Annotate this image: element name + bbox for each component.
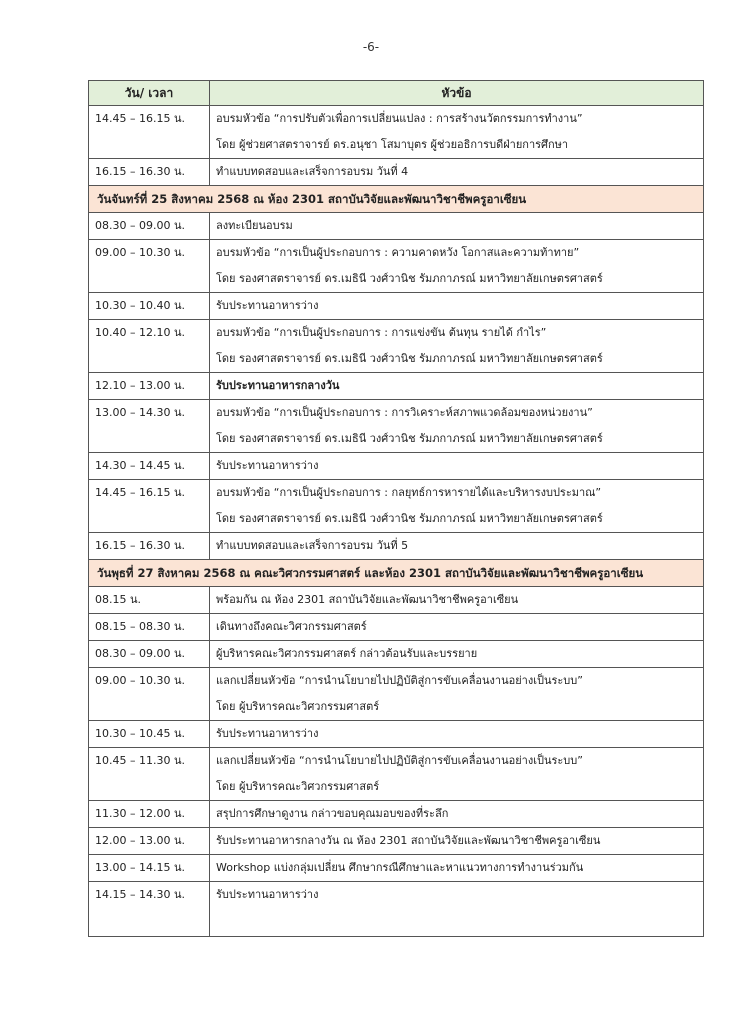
time-text: 08.30 – 09.00 น. (95, 647, 185, 660)
topic-line: รับประทานอาหารว่าง (216, 888, 319, 901)
day-heading (89, 186, 704, 213)
time-text: 08.15 – 08.30 น. (95, 620, 185, 633)
time-cell (89, 453, 210, 480)
time-cell (89, 213, 210, 240)
topic-line: โดย ผู้บริหารคณะวิศวกรรมศาสตร์ (216, 700, 380, 713)
schedule-row (89, 480, 704, 533)
topic-line: รับประทานอาหารกลางวัน (216, 379, 340, 392)
topic-cell (210, 882, 704, 937)
schedule-row (89, 106, 704, 159)
time-cell (89, 855, 210, 882)
time-text: 08.30 – 09.00 น. (95, 219, 185, 232)
topic-cell (210, 373, 704, 400)
topic-line: อบรมหัวข้อ “การปรับตัวเพื่อการเปลี่ยนแปลง : การสร้างนวัตกรรมการทำงาน” (216, 112, 583, 125)
schedule-row (89, 721, 704, 748)
time-text: 09.00 – 10.30 น. (95, 674, 185, 687)
schedule-row (89, 882, 704, 937)
day-heading-row (89, 560, 704, 587)
time-text: 14.30 – 14.45 น. (95, 459, 185, 472)
topic-cell (210, 641, 704, 668)
schedule-row (89, 587, 704, 614)
schedule-row (89, 855, 704, 882)
schedule-row (89, 641, 704, 668)
time-text: 14.45 – 16.15 น. (95, 112, 185, 125)
topic-cell (210, 213, 704, 240)
schedule-body (89, 106, 704, 937)
page-number: -6- (362, 40, 380, 54)
topic-line: ทำแบบทดสอบและเสร็จการอบรม วันที่ 4 (216, 165, 409, 178)
schedule-table (88, 80, 704, 937)
time-text: 14.15 – 14.30 น. (95, 888, 185, 901)
time-cell (89, 320, 210, 373)
topic-line: รับประทานอาหารว่าง (216, 727, 319, 740)
topic-line: อบรมหัวข้อ “การเป็นผู้ประกอบการ : การแข่งขัน ต้นทุน รายได้ กำไร” (216, 326, 547, 339)
time-cell (89, 668, 210, 721)
time-cell (89, 828, 210, 855)
time-cell (89, 721, 210, 748)
topic-cell (210, 587, 704, 614)
schedule-row (89, 801, 704, 828)
topic-cell (210, 614, 704, 641)
schedule-row (89, 614, 704, 641)
time-cell (89, 614, 210, 641)
time-text: 10.30 – 10.45 น. (95, 727, 185, 740)
topic-cell (210, 480, 704, 533)
topic-line: อบรมหัวข้อ “การเป็นผู้ประกอบการ : กลยุทธ์การหารายได้และบริหารงบประมาณ” (216, 486, 602, 499)
topic-cell (210, 748, 704, 801)
time-cell (89, 373, 210, 400)
topic-line: โดย รองศาสตราจารย์ ดร.เมธินี วงศ์วานิช รัมภกาภรณ์ มหาวิทยาลัยเกษตรศาสตร์ (216, 512, 603, 525)
time-text: 12.00 – 13.00 น. (95, 834, 185, 847)
topic-line: ลงทะเบียนอบรม (216, 219, 293, 232)
time-cell (89, 587, 210, 614)
time-text: 13.00 – 14.30 น. (95, 406, 185, 419)
time-cell (89, 400, 210, 453)
topic-cell (210, 240, 704, 293)
day-heading-text: วันพุธที่ 27 สิงหาคม 2568 ณ คณะวิศวกรรมศาสตร์ และห้อง 2301 สถาบันวิจัยและพัฒนาวิชาชีพครูอาเซียน (97, 566, 644, 580)
schedule-row (89, 748, 704, 801)
schedule-row (89, 320, 704, 373)
topic-line: เดินทางถึงคณะวิศวกรรมศาสตร์ (216, 620, 367, 633)
time-text: 09.00 – 10.30 น. (95, 246, 185, 259)
topic-line: อบรมหัวข้อ “การเป็นผู้ประกอบการ : การวิเคราะห์สภาพแวดล้อมของหน่วยงาน” (216, 406, 593, 419)
schedule-row (89, 668, 704, 721)
topic-cell (210, 721, 704, 748)
topic-line: รับประทานอาหารกลางวัน ณ ห้อง 2301 สถาบันวิจัยและพัฒนาวิชาชีพครูอาเซียน (216, 834, 601, 847)
time-text: 16.15 – 16.30 น. (95, 539, 185, 552)
topic-cell (210, 855, 704, 882)
time-cell (89, 480, 210, 533)
topic-cell (210, 320, 704, 373)
schedule-row (89, 828, 704, 855)
schedule-row (89, 453, 704, 480)
time-cell (89, 293, 210, 320)
topic-cell (210, 159, 704, 186)
topic-line: แลกเปลี่ยนหัวข้อ “การนำนโยบายไปปฏิบัติสู่การขับเคลื่อนงานอย่างเป็นระบบ” (216, 674, 583, 687)
time-text: 08.15 น. (95, 593, 142, 606)
topic-line: อบรมหัวข้อ “การเป็นผู้ประกอบการ : ความคาดหวัง โอกาสและความท้าทาย” (216, 246, 580, 259)
header-topic: หัวข้อ (210, 81, 704, 106)
table-header-row (89, 81, 704, 106)
time-text: 10.45 – 11.30 น. (95, 754, 185, 767)
day-heading (89, 560, 704, 587)
topic-line: รับประทานอาหารว่าง (216, 299, 319, 312)
topic-line: Workshop แบ่งกลุ่มเปลี่ยน ศึกษากรณีศึกษาและหาแนวทางการทำงานร่วมกัน (216, 861, 584, 874)
topic-line: โดย รองศาสตราจารย์ ดร.เมธินี วงศ์วานิช รัมภกาภรณ์ มหาวิทยาลัยเกษตรศาสตร์ (216, 352, 603, 365)
topic-line: โดย รองศาสตราจารย์ ดร.เมธินี วงศ์วานิช รัมภกาภรณ์ มหาวิทยาลัยเกษตรศาสตร์ (216, 432, 603, 445)
topic-line: ทำแบบทดสอบและเสร็จการอบรม วันที่ 5 (216, 539, 409, 552)
topic-line: โดย ผู้บริหารคณะวิศวกรรมศาสตร์ (216, 780, 380, 793)
topic-cell (210, 400, 704, 453)
time-cell (89, 106, 210, 159)
time-cell (89, 240, 210, 293)
time-cell (89, 641, 210, 668)
schedule-row (89, 159, 704, 186)
topic-line: ผู้บริหารคณะวิศวกรรมศาสตร์ กล่าวต้อนรับและบรรยาย (216, 647, 478, 660)
time-text: 10.30 – 10.40 น. (95, 299, 185, 312)
time-text: 13.00 – 14.15 น. (95, 861, 185, 874)
schedule-row (89, 373, 704, 400)
day-heading-text: วันจันทร์ที่ 25 สิงหาคม 2568 ณ ห้อง 2301 สถาบันวิจัยและพัฒนาวิชาชีพครูอาเซียน (97, 192, 527, 206)
time-cell (89, 801, 210, 828)
topic-cell (210, 453, 704, 480)
schedule-row (89, 533, 704, 560)
schedule-row (89, 213, 704, 240)
time-cell (89, 159, 210, 186)
topic-line: รับประทานอาหารว่าง (216, 459, 319, 472)
time-cell (89, 748, 210, 801)
time-text: 10.40 – 12.10 น. (95, 326, 185, 339)
topic-cell (210, 106, 704, 159)
topic-line: พร้อมกัน ณ ห้อง 2301 สถาบันวิจัยและพัฒนาวิชาชีพครูอาเซียน (216, 593, 519, 606)
topic-line: โดย รองศาสตราจารย์ ดร.เมธินี วงศ์วานิช รัมภกาภรณ์ มหาวิทยาลัยเกษตรศาสตร์ (216, 272, 603, 285)
topic-cell (210, 801, 704, 828)
time-text: 14.45 – 16.15 น. (95, 486, 185, 499)
topic-cell (210, 828, 704, 855)
time-text: 12.10 – 13.00 น. (95, 379, 185, 392)
topic-line: สรุปการศึกษาดูงาน กล่าวขอบคุณมอบของที่ระลึก (216, 807, 449, 820)
time-cell (89, 882, 210, 937)
day-heading-row (89, 186, 704, 213)
topic-line: แลกเปลี่ยนหัวข้อ “การนำนโยบายไปปฏิบัติสู่การขับเคลื่อนงานอย่างเป็นระบบ” (216, 754, 583, 767)
topic-cell (210, 533, 704, 560)
topic-line: โดย ผู้ช่วยศาสตราจารย์ ดร.อนุชา โสมาบุตร ผู้ช่วยอธิการบดีฝ่ายการศึกษา (216, 138, 569, 151)
time-text: 16.15 – 16.30 น. (95, 165, 185, 178)
topic-cell (210, 293, 704, 320)
schedule-row (89, 240, 704, 293)
schedule-row (89, 293, 704, 320)
topic-cell (210, 668, 704, 721)
header-time: วัน/ เวลา (89, 81, 210, 106)
time-cell (89, 533, 210, 560)
time-text: 11.30 – 12.00 น. (95, 807, 185, 820)
schedule-row (89, 400, 704, 453)
